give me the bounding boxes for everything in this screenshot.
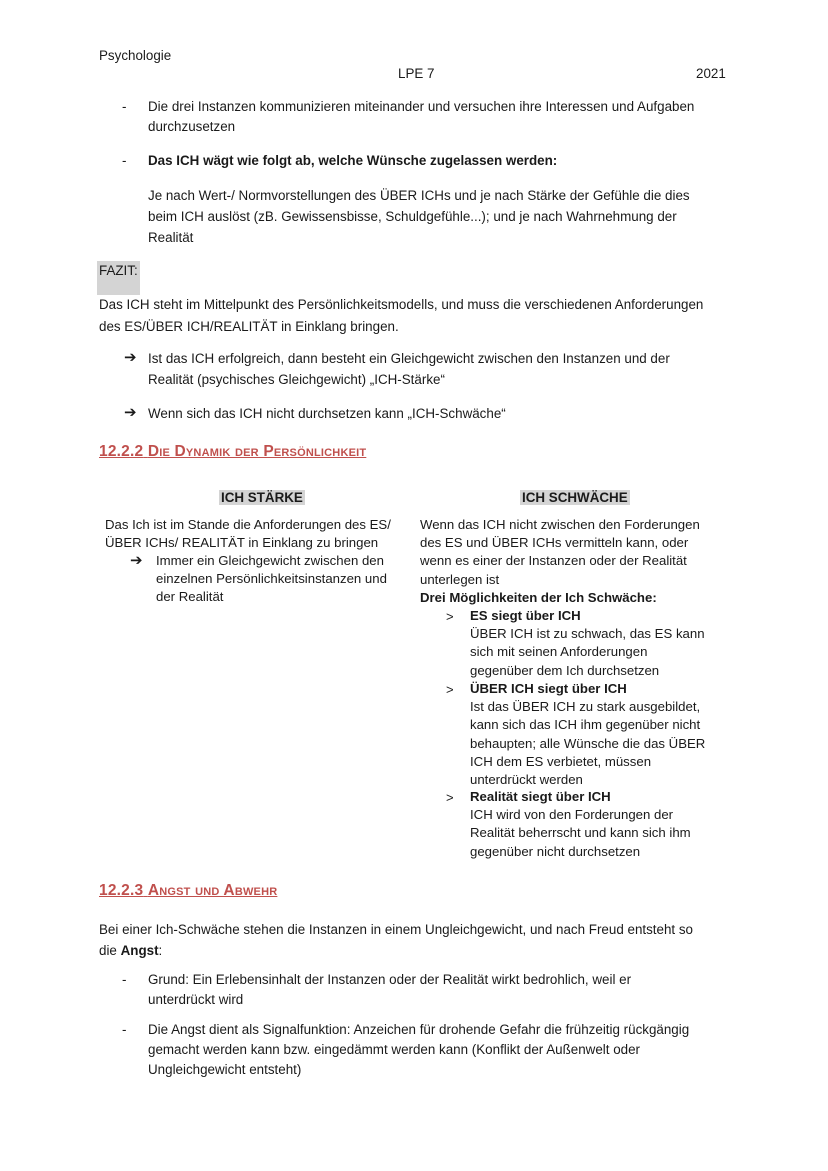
paragraph-line: ÜBER ICH ist zu schwach, das ES kann <box>470 626 705 642</box>
fazit-label-text: FAZIT: <box>99 263 138 278</box>
chevron-right-icon: > <box>446 609 454 624</box>
paragraph-line: beim ICH auslöst (zB. Gewissensbisse, Schuldgefühle...); und je nach Wahrnehmung der <box>148 209 677 224</box>
paragraph-line: Wenn das ICH nicht zwischen den Forderungen <box>420 517 700 532</box>
paragraph-line: gemacht werden kann bzw. eingedämmt werden kann (Konflikt der Außenwelt oder <box>148 1042 641 1057</box>
paragraph-line: Ungleichgewicht entsteht) <box>148 1062 302 1077</box>
weakness-item <box>470 680 730 789</box>
section-number: 12.2.2 <box>99 443 144 460</box>
weakness-item-head: ES siegt über ICH <box>470 608 581 623</box>
paragraph-line: der Realität <box>156 589 224 605</box>
bullet-marker: - <box>122 153 127 168</box>
chevron-right-icon: > <box>446 682 454 697</box>
possibilities-title: Drei Möglichkeiten der Ich Schwäche: <box>420 589 657 605</box>
ich-schwaeche-title <box>520 488 630 508</box>
paragraph-line: unterdrückt werden <box>470 772 583 788</box>
angst-bullet <box>148 1020 748 1080</box>
intro-bold-term: Angst <box>120 943 159 958</box>
bullet-marker: - <box>122 99 127 114</box>
paragraph-line: unterdrückt wird <box>148 992 244 1007</box>
bullet-marker: - <box>122 972 127 987</box>
arrow-icon: ➔ <box>130 552 143 569</box>
section-title: Die Dynamik der Persönlichkeit <box>147 443 367 460</box>
paragraph-line: Realität beherrscht und kann sich ihm <box>470 825 691 841</box>
bullet-line: Die drei Instanzen kommunizieren miteinander und versuchen ihre Interessen und Aufgaben <box>148 99 695 114</box>
paragraph-line: Grund: Ein Erlebensinhalt der Instanzen oder der Realität wirkt bedrohlich, weil er <box>148 972 632 987</box>
angst-bullet <box>148 970 748 1010</box>
section-heading-angst <box>99 881 277 901</box>
bullet-marker: - <box>122 1022 127 1037</box>
ich-schwaeche-title-text: ICH SCHWÄCHE <box>522 490 628 505</box>
bullet-text-bold: Das ICH wägt wie folgt ab, welche Wünsche zugelassen werden: <box>148 153 558 168</box>
fazit-arrow-text: Wenn sich das ICH nicht durchsetzen kann „ICH-Schwäche“ <box>148 406 506 421</box>
weakness-item-head: Realität siegt über ICH <box>470 789 611 804</box>
paragraph-line: Die Angst dient als Signalfunktion: Anzeichen für drohende Gefahr die frühzeitig rückgängig <box>148 1022 690 1037</box>
header-year: 2021 <box>696 66 726 81</box>
paragraph-line: ICH wird von den Forderungen der <box>470 807 674 823</box>
weakness-item <box>470 788 730 861</box>
paragraph-line: des ES und ÜBER ICHs vermitteln kann, oder <box>420 535 689 551</box>
paragraph-line: kann sich das ICH ihm gegenüber nicht <box>470 717 701 733</box>
weakness-item-head: ÜBER ICH siegt über ICH <box>470 681 627 696</box>
ich-staerke-sub <box>156 552 416 607</box>
chevron-right-icon: > <box>446 790 454 805</box>
paragraph-line: Bei einer Ich-Schwäche stehen die Instanzen in einem Ungleichgewicht, und nach Freud entsteht so <box>99 922 694 937</box>
ich-staerke-title-text: ICH STÄRKE <box>221 490 303 505</box>
fazit-arrow-text <box>148 349 748 390</box>
paragraph-line: wenn es einer der Instanzen oder der Realität <box>420 553 687 569</box>
intro-prefix: die <box>99 943 117 958</box>
paragraph-line: gegenüber dem Ich durchsetzen <box>470 662 660 678</box>
header-center: LPE 7 <box>398 66 435 81</box>
fazit-label <box>97 261 140 295</box>
paragraph-line: sich mit seinen Anforderungen <box>470 644 648 660</box>
paragraph-line: Immer ein Gleichgewicht zwischen den <box>156 553 384 568</box>
paragraph-line: unterlegen ist <box>420 571 500 587</box>
paragraph-line: einzelnen Persönlichkeitsinstanzen und <box>156 571 387 587</box>
section-title: Angst und Abwehr <box>147 882 278 899</box>
paragraph-line: behaupten; alle Wünsche die das ÜBER <box>470 735 706 751</box>
paragraph-line: Realität <box>148 230 194 245</box>
arrow-icon: ➔ <box>124 349 137 366</box>
header-subject: Psychologie <box>99 48 172 63</box>
paragraph-line: ÜBER ICHs/ REALITÄT in Einklang zu bringen <box>105 535 379 551</box>
paragraph-line: gegenüber nicht durchsetzen <box>470 843 641 859</box>
paragraph-line: des ES/ÜBER ICH/REALITÄT in Einklang bringen. <box>99 319 399 334</box>
explanation-paragraph <box>148 186 748 248</box>
fazit-paragraph <box>99 295 759 337</box>
section-number: 12.2.3 <box>99 882 144 899</box>
paragraph-line: Ist das ÜBER ICH zu stark ausgebildet, <box>470 699 701 715</box>
paragraph-line: ICH dem ES verbietet, müssen <box>470 753 652 769</box>
paragraph-line <box>99 941 759 961</box>
paragraph-line: Ist das ICH erfolgreich, dann besteht ein Gleichgewicht zwischen den Instanzen und der <box>148 351 670 366</box>
paragraph-line: Das Ich ist im Stande die Anforderungen des ES/ <box>105 517 391 532</box>
paragraph-line: Realität (psychisches Gleichgewicht) „ICH-Stärke“ <box>148 372 445 387</box>
paragraph-line: Das ICH steht im Mittelpunkt des Persönlichkeitsmodells, und muss die verschiedenen Anforderungen <box>99 297 704 312</box>
bullet-line: durchzusetzen <box>148 119 236 134</box>
paragraph-line: Je nach Wert-/ Normvorstellungen des ÜBER ICHs und je nach Stärke der Gefühle die dies <box>148 188 690 203</box>
intro-suffix: : <box>158 943 163 958</box>
ich-staerke-title <box>219 488 305 508</box>
bullet-text <box>148 97 748 137</box>
arrow-icon: ➔ <box>124 404 137 421</box>
weakness-item <box>470 607 730 680</box>
ich-schwaeche-text <box>420 516 740 607</box>
ich-staerke-text <box>105 516 415 552</box>
angst-intro <box>99 920 759 961</box>
section-heading-dynamik <box>99 442 366 462</box>
